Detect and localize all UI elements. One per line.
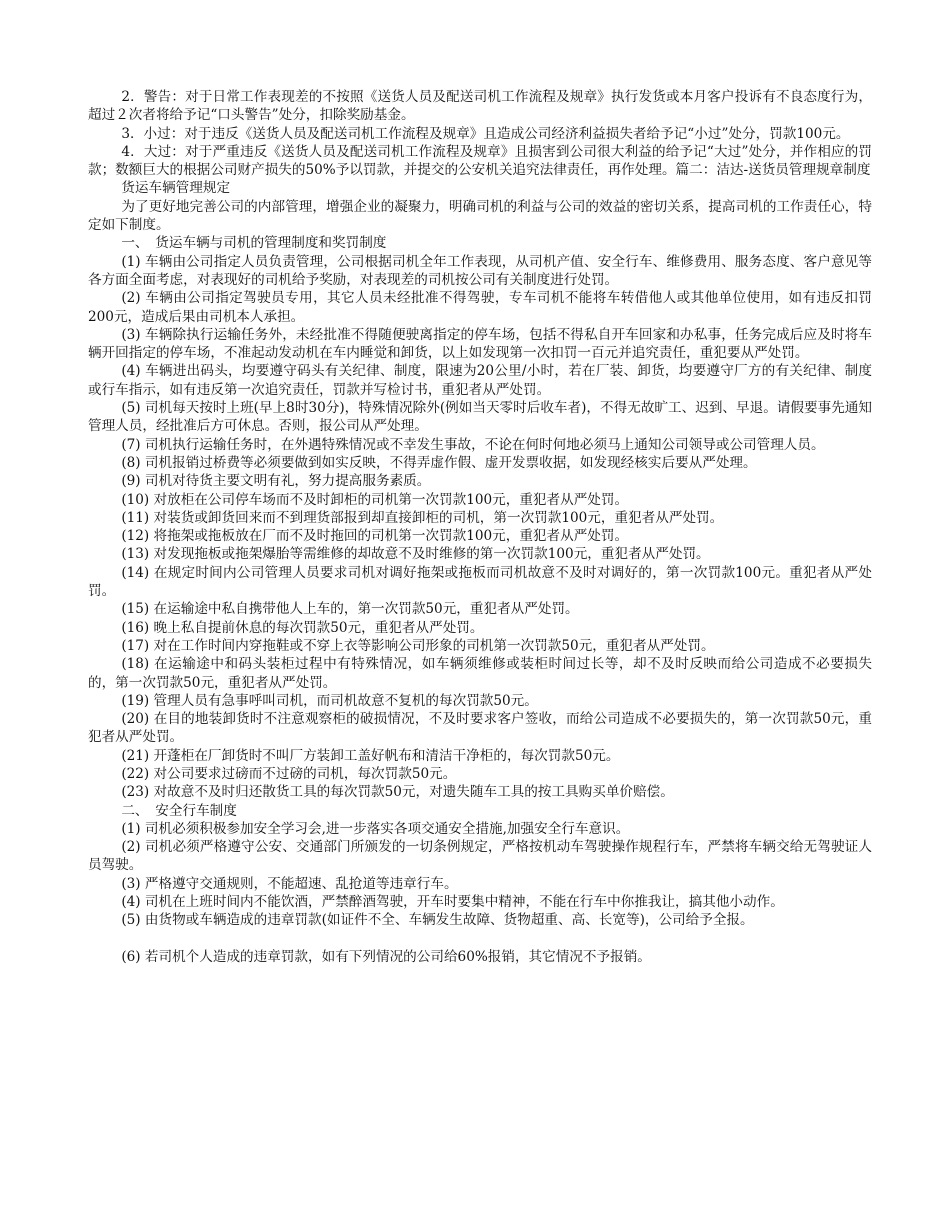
- rule-item: (13) 对发现拖板或拖架爆胎等需维修的却故意不及时维修的第一次罚款100元，重犯者从严处罚。: [121, 546, 710, 563]
- rule-item: (5) 司机每天按时上班(早上8时30分)，特殊情况除外(例如当天零时后收车者)，不得无故旷工、迟到、早退。请假要事先通知管理人员，经批准后方可休息。否则，报公司从严处理。: [88, 400, 872, 435]
- rule-item: (22) 对公司要求过磅而不过磅的司机，每次罚款50元。: [121, 765, 457, 782]
- rule-item: (12) 将拖架或拖板放在厂而不及时拖回的司机第一次罚款100元，重犯者从严处罚。: [121, 528, 629, 545]
- rule-item: (19) 管理人员有急事呼叫司机，而司机故意不复机的每次罚款50元。: [121, 692, 538, 709]
- safety-item: (6) 若司机个人造成的违章罚款，如有下列情况的公司给60%报销，其它情况不予报销。: [121, 948, 651, 965]
- paragraph-minor-demerit: 3．小过：对于违反《送货人员及配送司机工作流程及规章》且造成公司经济利益损失者给予记“小过”处分，罚款100元。: [121, 125, 850, 142]
- safety-item: (2) 司机必须严格遵守公安、交通部门所颁发的一切条例规定，严格按机动车驾驶操作规程行车，严禁将车辆交给无驾驶证人员驾驶。: [88, 839, 872, 874]
- section-heading-1: 一、 货运车辆与司机的管理制度和奖罚制度: [121, 235, 387, 252]
- paragraph-major-demerit: 4．大过：对于严重违反《送货人员及配送司机工作流程及规章》且损害到公司很大利益的给予记“大过”处分，并作相应的罚款；数额巨大的根据公司财产损失的50%予以罚款，并提交的公安机关追究法律责任，再作处理。篇二：洁达-送货员管理规章制度: [88, 143, 872, 179]
- intro-paragraph: 为了更好地完善公司的内部管理，增强企业的凝聚力，明确司机的利益与公司的效益的密切关系，提高司机的工作责任心，特定如下制度。: [88, 198, 872, 234]
- rule-item: (18) 在运输途中和码头装柜过程中有特殊情况，如车辆须维修或装柜时间过长等，却不及时反映而给公司造成不必要损失的，第一次罚款50元，重犯者从严处罚。: [88, 656, 872, 691]
- rule-item: (11) 对装货或卸货回来而不到理货部报到却直接卸柜的司机，第一次罚款100元，重犯者从严处罚。: [121, 509, 724, 526]
- rule-item: (14) 在规定时间内公司管理人员要求司机对调好拖架或拖板而司机故意不及时对调好的，第一次罚款100元。重犯者从严处罚。: [88, 564, 872, 600]
- rule-item: (17) 对在工作时间内穿拖鞋或不穿上衣等影响公司形象的司机第一次罚款50元，重犯者从严处罚。: [121, 637, 715, 654]
- paragraph-warning: 2．警告：对于日常工作表现差的不按照《送货人员及配送司机工作流程及规章》执行发货或本月客户投诉有不良态度行为，超过２次者将给予记“口头警告”处分，扣除奖励基金。: [88, 89, 872, 124]
- section-title: 货运车辆管理规定: [121, 180, 231, 197]
- safety-item: (5) 由货物或车辆造成的违章罚款(如证件不全、车辆发生故障、货物超重、高、长宽等)，公司给予全报。: [121, 912, 754, 929]
- safety-item: (1) 司机必须积极参加安全学习会,进一步落实各项交通安全措施,加强安全行车意识。: [121, 820, 630, 837]
- rule-item: (4) 车辆进出码头，均要遵守码头有关纪律、制度，限速为20公里/小时，若在厂装、卸货，均要遵守厂方的有关纪律、制度或行车指示，如有违反第一次追究责任，罚款并写检讨书，重犯者从严处罚。: [88, 363, 872, 398]
- rule-item: (16) 晚上私自提前休息的每次罚款50元，重犯者从严处罚。: [121, 619, 484, 636]
- rule-item: (7) 司机执行运输任务时，在外遇特殊情况或不幸发生事故，不论在何时何地必须马上通知公司领导或公司管理人员。: [121, 436, 825, 453]
- rule-item: (3) 车辆除执行运输任务外，未经批准不得随便驶离指定的停车场，包括不得私自开车回家和办私事，任务完成后应及时将车辆开回指定的停车场，不准起动发动机在车内睡觉和卸货，以上如发现第一次扣罚一百元并追究责任，重犯要从严处罚。: [88, 326, 872, 362]
- rule-item: (8) 司机报销过桥费等必须要做到如实反映，不得弄虚作假、虚开发票收据，如发现经核实后要从严处理。: [121, 454, 757, 471]
- safety-item: (4) 司机在上班时间内不能饮酒，严禁醉酒驾驶，开车时要集中精神，不能在行车中你推我让，搞其他小动作。: [121, 894, 784, 911]
- document-page: [88, 88, 872, 966]
- rule-item: (10) 对放柜在公司停车场而不及时卸柜的司机第一次罚款100元，重犯者从严处罚。: [121, 491, 629, 508]
- rule-item: (20) 在目的地装卸货时不注意观察柜的破损情况，不及时要求客户签收，而给公司造成不必要损失的，第一次罚款50元，重犯者从严处罚。: [88, 711, 872, 746]
- rule-item: (15) 在运输途中私自携带他人上车的，第一次罚款50元，重犯者从严处罚。: [121, 601, 579, 618]
- rule-item: (21) 开蓬柜在厂卸货时不叫厂方装卸工盖好帆布和清洁干净柜的，每次罚款50元。: [121, 747, 620, 764]
- rule-item: (9) 司机对待货主要文明有礼，努力提高服务素质。: [121, 473, 431, 490]
- rule-item: (23) 对故意不及时归还散货工具的每次罚款50元，对遗失随车工具的按工具购买单价赔偿。: [121, 784, 674, 801]
- section-heading-2: 二、 安全行车制度: [121, 802, 237, 819]
- safety-item: (3) 严格遵守交通规则，不能超速、乱抢道等违章行车。: [121, 875, 458, 892]
- rule-item: (1) 车辆由公司指定人员负责管理，公司根据司机全年工作表现，从司机产值、安全行车、维修费用、服务态度、客户意见等各方面全面考虑，对表现好的司机给予奖励，对表现差的司机按公司有关制度进行处罚。: [88, 253, 872, 288]
- rule-item: (2) 车辆由公司指定驾驶员专用，其它人员未经批准不得驾驶，专车司机不能将车转借他人或其他单位使用，如有违反扣罚200元，造成后果由司机本人承担。: [88, 290, 872, 325]
